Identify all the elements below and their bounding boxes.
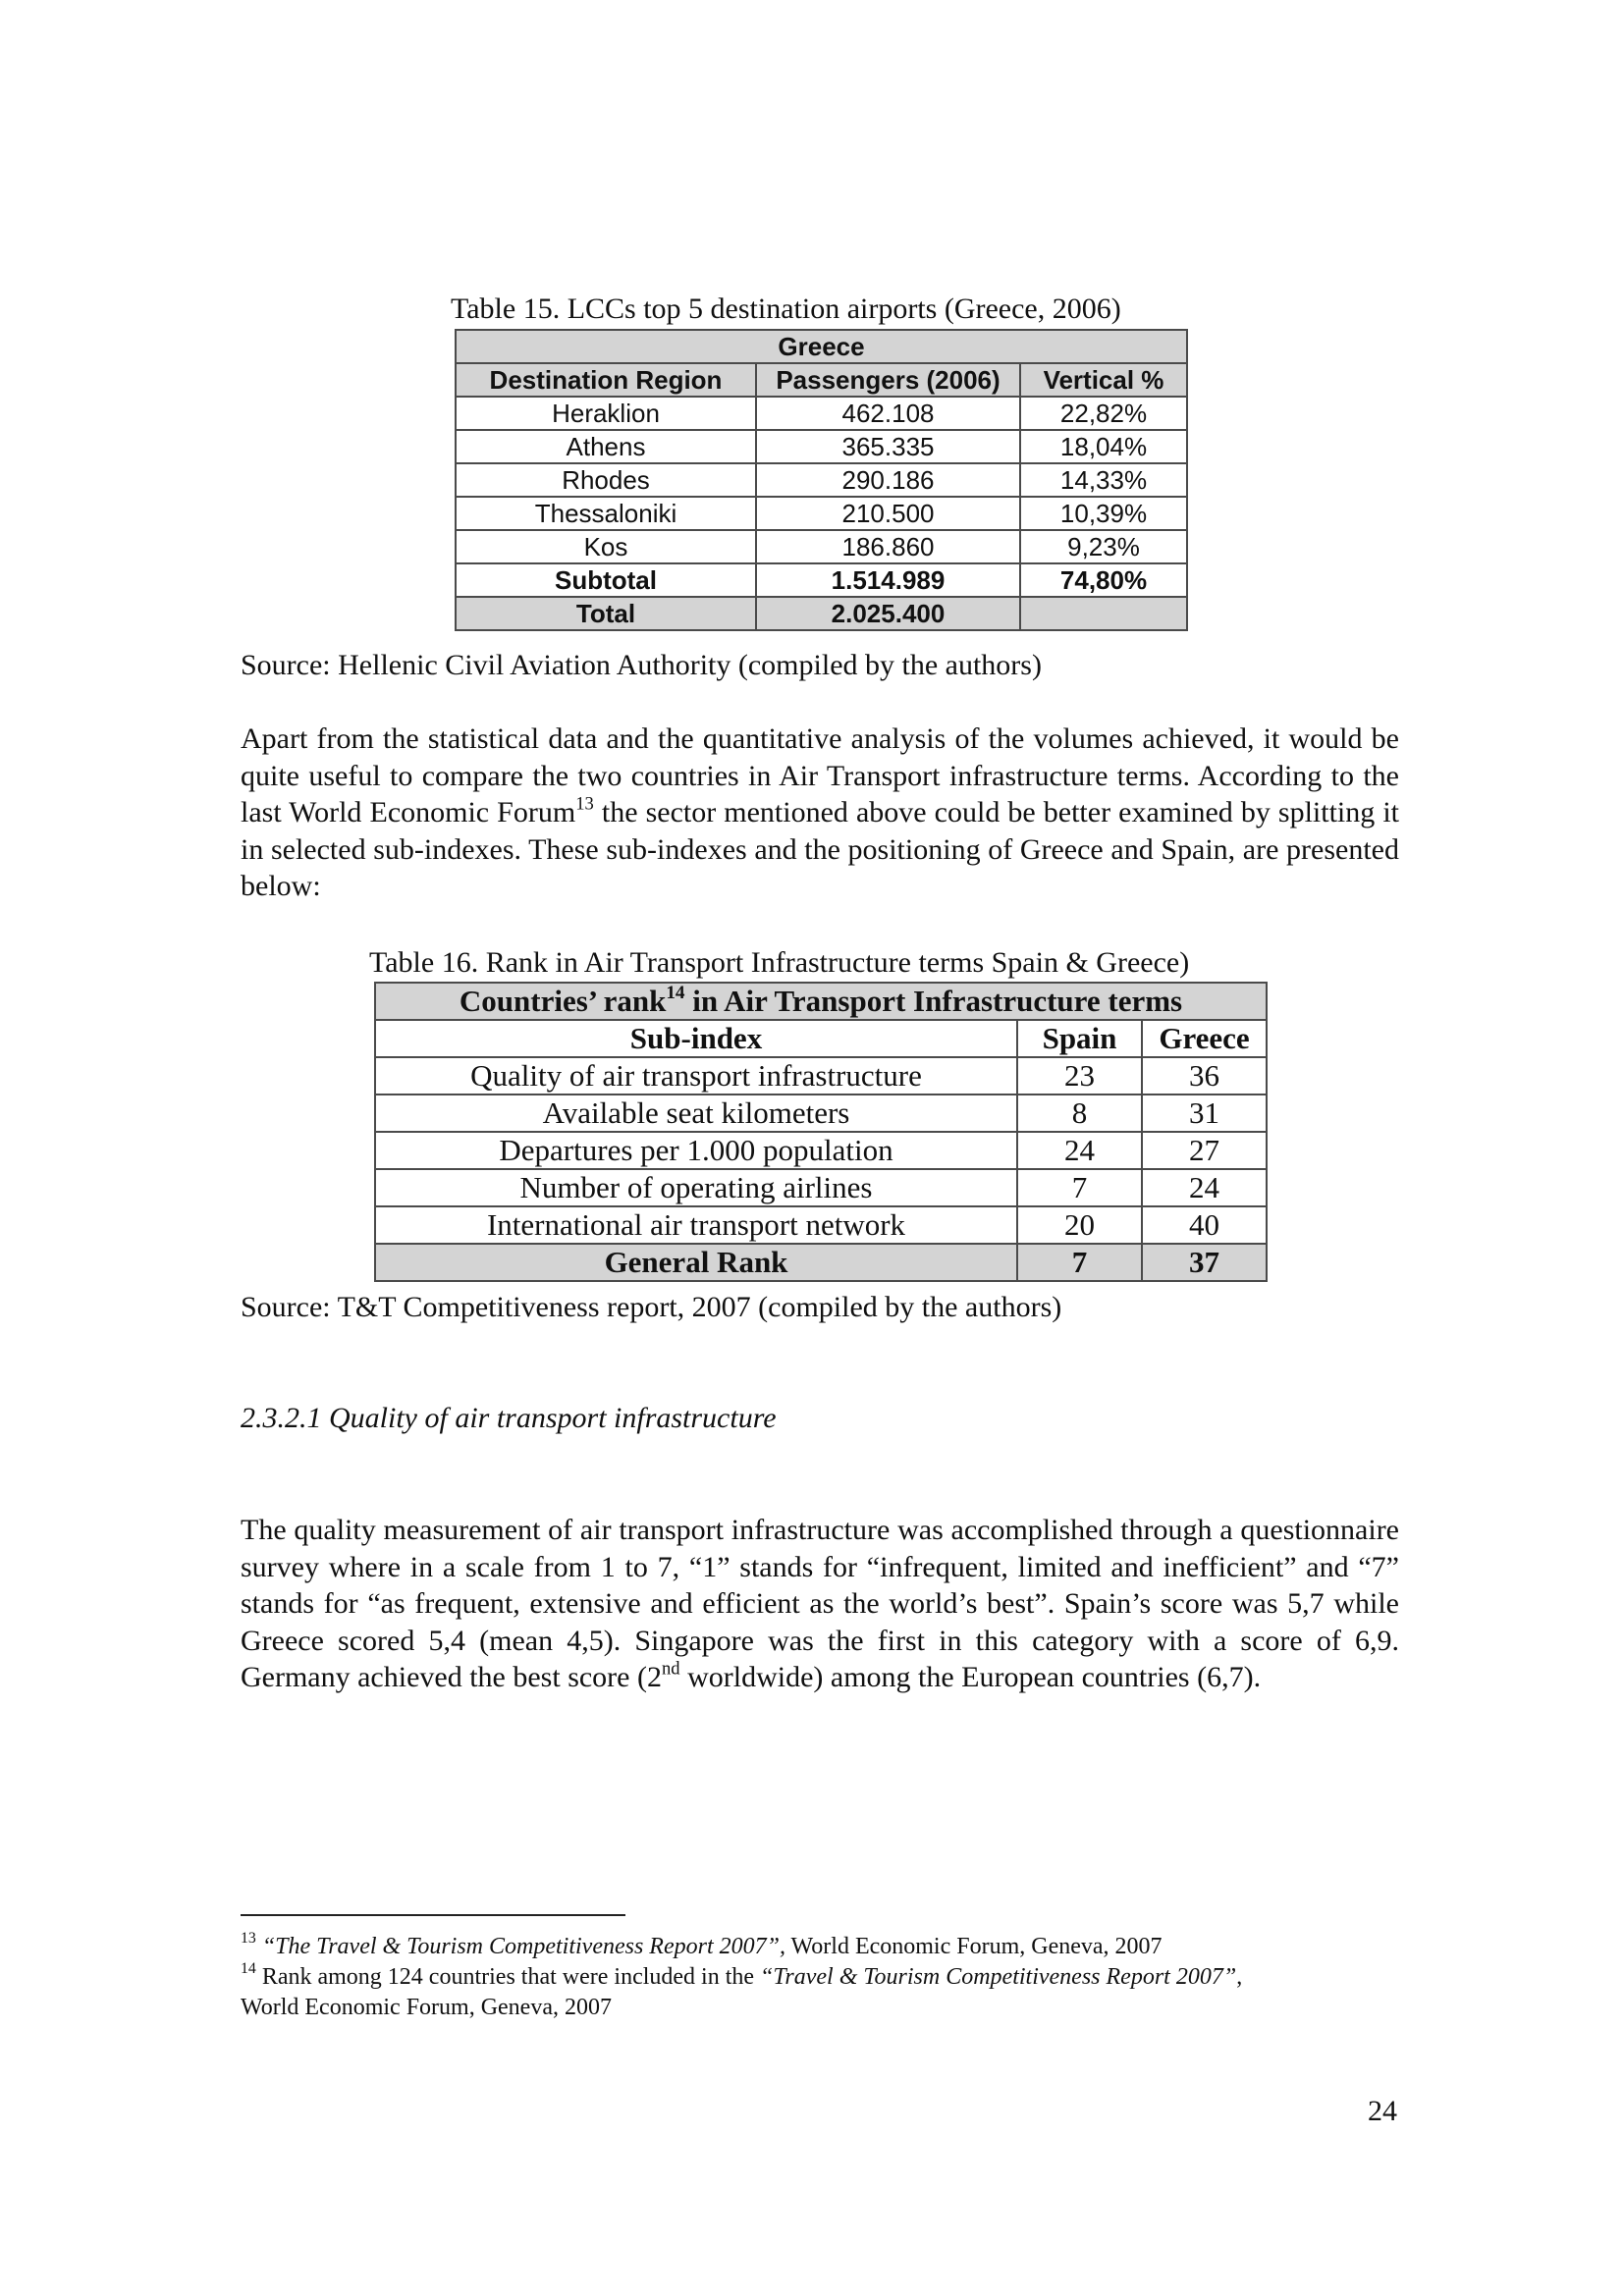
column-header: Vertical % — [1020, 363, 1187, 397]
table-cell: 365.335 — [756, 430, 1020, 463]
table-cell: Subtotal — [456, 563, 756, 597]
table-cell: 7 — [1017, 1244, 1142, 1281]
table-cell: Departures per 1.000 population — [375, 1132, 1017, 1169]
table15-source: Source: Hellenic Civil Aviation Authority (compiled by the authors) — [241, 649, 1042, 681]
table-cell: 22,82% — [1020, 397, 1187, 430]
paragraph-text: Apart from the statistical data and the quantitative analysis of the volumes achieved, it would be quite useful to compare the two countries in Air Transport infrastructure terms. According to the last World Economic Forum — [241, 722, 1399, 828]
table-cell: 210.500 — [756, 497, 1020, 530]
table-cell: 1.514.989 — [756, 563, 1020, 597]
footnote — [241, 1932, 1163, 1962]
table16-title-row — [375, 983, 1267, 1020]
table-cell: Athens — [456, 430, 756, 463]
table-cell: 23 — [1017, 1057, 1142, 1095]
table-cell: 18,04% — [1020, 430, 1187, 463]
table-row — [375, 1206, 1267, 1244]
table-cell: Quality of air transport infrastructure — [375, 1057, 1017, 1095]
table15 — [455, 329, 1188, 631]
ordinal-superscript: nd — [661, 1658, 680, 1680]
table-cell: Thessaloniki — [456, 497, 756, 530]
table16-caption: Table 16. Rank in Air Transport Infrastructure terms Spain & Greece) — [369, 946, 1190, 979]
table15-group-row — [456, 330, 1187, 363]
table-row — [375, 1057, 1267, 1095]
body-paragraph — [241, 1512, 1399, 1696]
table-cell: Heraklion — [456, 397, 756, 430]
total-row — [456, 597, 1187, 630]
footnote-mark: 14 — [241, 1960, 256, 1978]
table16 — [374, 982, 1268, 1282]
table-cell: Kos — [456, 530, 756, 563]
table15-header-row — [456, 363, 1187, 397]
table-row — [456, 530, 1187, 563]
table16-source: Source: T&T Competitiveness report, 2007 (compiled by the authors) — [241, 1291, 1062, 1323]
table-cell: International air transport network — [375, 1206, 1017, 1244]
footnote-text: Rank among 124 countries that were included in the — [255, 1964, 761, 1990]
table-cell: 24 — [1017, 1132, 1142, 1169]
table-row — [375, 1132, 1267, 1169]
table-cell: 24 — [1142, 1169, 1267, 1206]
footnote-separator — [241, 1914, 625, 1916]
table-cell: 9,23% — [1020, 530, 1187, 563]
table-cell: 40 — [1142, 1206, 1267, 1244]
column-header: Greece — [1142, 1020, 1267, 1057]
table-cell: Total — [456, 597, 756, 630]
table-cell: 37 — [1142, 1244, 1267, 1281]
table16-title-text: in Air Transport Infrastructure terms — [684, 984, 1183, 1018]
table15-caption: Table 15. LCCs top 5 destination airports (Greece, 2006) — [451, 293, 1121, 325]
footnote-mark: 13 — [241, 1930, 256, 1948]
footnote-ref: 13 — [575, 793, 594, 815]
table-cell: 20 — [1017, 1206, 1142, 1244]
table-cell: 2.025.400 — [756, 597, 1020, 630]
page-number: 24 — [1368, 2095, 1397, 2127]
footnote-title: “Travel & Tourism Competitiveness Report 2007” — [760, 1964, 1237, 1990]
footnote-text: World Economic Forum, Geneva, 2007 — [784, 1934, 1163, 1959]
table-row — [456, 463, 1187, 497]
table-cell — [1020, 597, 1187, 630]
footnote-text: World Economic Forum, Geneva, 2007 — [241, 1995, 612, 2020]
table15-group-header: Greece — [456, 330, 1187, 363]
table16-title-text: Countries’ rank — [459, 984, 667, 1018]
table-cell: 8 — [1017, 1095, 1142, 1132]
table-cell: 31 — [1142, 1095, 1267, 1132]
section-heading: 2.3.2.1 Quality of air transport infrastructure — [241, 1402, 777, 1434]
table-cell: 36 — [1142, 1057, 1267, 1095]
table-cell: 290.186 — [756, 463, 1020, 497]
footnote — [241, 1962, 1242, 2023]
table-cell: 462.108 — [756, 397, 1020, 430]
table-cell: General Rank — [375, 1244, 1017, 1281]
table-row — [375, 1095, 1267, 1132]
table-row — [456, 497, 1187, 530]
subtotal-row — [456, 563, 1187, 597]
paragraph-text: the sector mentioned above could be better examined by splitting it in selected sub-indexes. These sub-indexes and the positioning of Greece and Spain, are presented below: — [241, 796, 1399, 902]
table-cell: 27 — [1142, 1132, 1267, 1169]
table-row — [456, 430, 1187, 463]
paragraph-text: The quality measurement of air transport infrastructure was accomplished through a questionnaire survey where in a scale from 1 to 7, “1” stands for “infrequent, limited and inefficient” and “7” stands for “as frequent, extensive and efficient as the world’s best”. Spain’s score was 5,7 while Greece scored 5,4 (mean 4,5). Singapore was the first in this category with a score of 6,9. Germany achieved the best score (2 — [241, 1514, 1399, 1693]
table-cell: 10,39% — [1020, 497, 1187, 530]
table-cell: Available seat kilometers — [375, 1095, 1017, 1132]
table-cell: Number of operating airlines — [375, 1169, 1017, 1206]
column-header: Destination Region — [456, 363, 756, 397]
table-cell: 14,33% — [1020, 463, 1187, 497]
table16-header-row — [375, 1020, 1267, 1057]
table-cell: Rhodes — [456, 463, 756, 497]
table-row — [456, 397, 1187, 430]
footnote-title: “The Travel & Tourism Competitiveness Report 2007”, — [261, 1934, 785, 1959]
table-cell: 186.860 — [756, 530, 1020, 563]
table-cell: 74,80% — [1020, 563, 1187, 597]
column-header: Passengers (2006) — [756, 363, 1020, 397]
footnote-ref: 14 — [666, 983, 685, 1003]
column-header: Sub-index — [375, 1020, 1017, 1057]
table16-title — [375, 983, 1267, 1020]
table-row — [375, 1169, 1267, 1206]
footnote-text: , — [1236, 1964, 1243, 1990]
column-header: Spain — [1017, 1020, 1142, 1057]
paragraph-text: worldwide) among the European countries (6,7). — [679, 1661, 1262, 1693]
body-paragraph — [241, 721, 1399, 905]
general-rank-row — [375, 1244, 1267, 1281]
table-cell: 7 — [1017, 1169, 1142, 1206]
